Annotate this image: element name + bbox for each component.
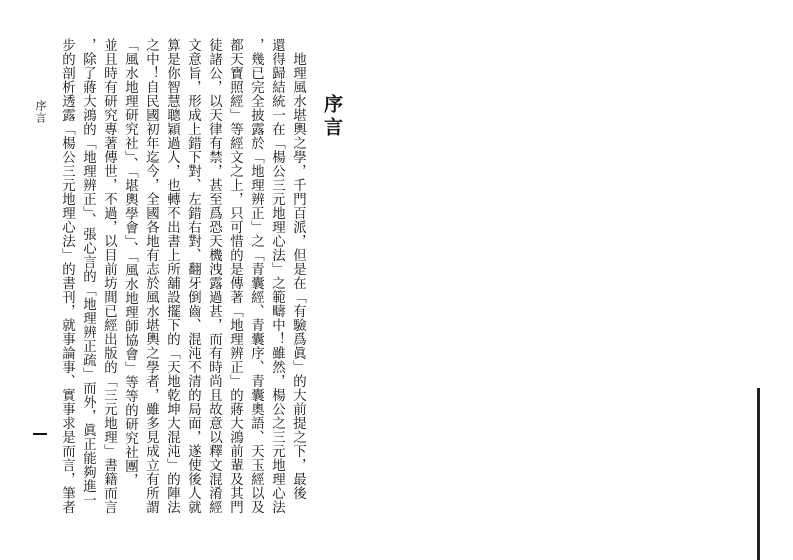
text-column-10: 並且時有研究專著傳世，不過，以目前坊間已經出版的「三元地理」書籍而言 [101, 38, 117, 514]
running-header: 序言 [34, 100, 47, 124]
text-column-5: 徒諸公，以天律有禁，甚至爲恐天機洩露過甚，而有時尚且故意以釋文混淆經 [206, 38, 222, 514]
page-title: 序言 [321, 94, 343, 140]
text-column-2: 還得歸結統一在「楊公三元地理心法」之範疇中！雖然，楊公之三元地理心法 [269, 38, 285, 514]
text-column-11: ，除了蔣大鴻的「地理辨正」、張心言的「地理辨正疏」而外，眞正能夠進一 [80, 38, 96, 508]
text-column-6: 文意旨，形成上錯下對、左錯右對、翻牙倒齒、混沌不清的局面，遂使後人就 [185, 38, 201, 514]
text-column-12: 步的剖析透露「楊公三元地理心法」的書刊，就事論事、實事求是而言，筆者 [59, 38, 75, 514]
page-number [33, 433, 47, 435]
text-column-9: 「風水地理研究社」、「堪輿學會」、「風水地理師協會」等等的研究社團， [122, 38, 138, 488]
text-column-3: ，幾已完全披露於「地理辨正」之「青囊經、青囊序、青囊奧語、天玉經以及 [248, 38, 264, 514]
text-column-8: 之中！自民國初年迄今，全國各地有志於風水堪輿之學者，雖多見成立有所謂 [143, 38, 159, 514]
text-column-7: 算是你智慧聰穎過人，也轉不出書上所舖設擺下的「天地乾坤大混沌」的陣法 [164, 38, 180, 514]
binding-edge [757, 388, 760, 560]
text-column-1: 地理風水堪輿之學，千門百派，但是在「有驗爲眞」的大前提之下，最後 [290, 52, 306, 500]
text-column-4: 都天寶照經」等經文之上，只可惜的是傳著「地理辨正」的蔣大鴻前輩及其門 [227, 38, 243, 514]
